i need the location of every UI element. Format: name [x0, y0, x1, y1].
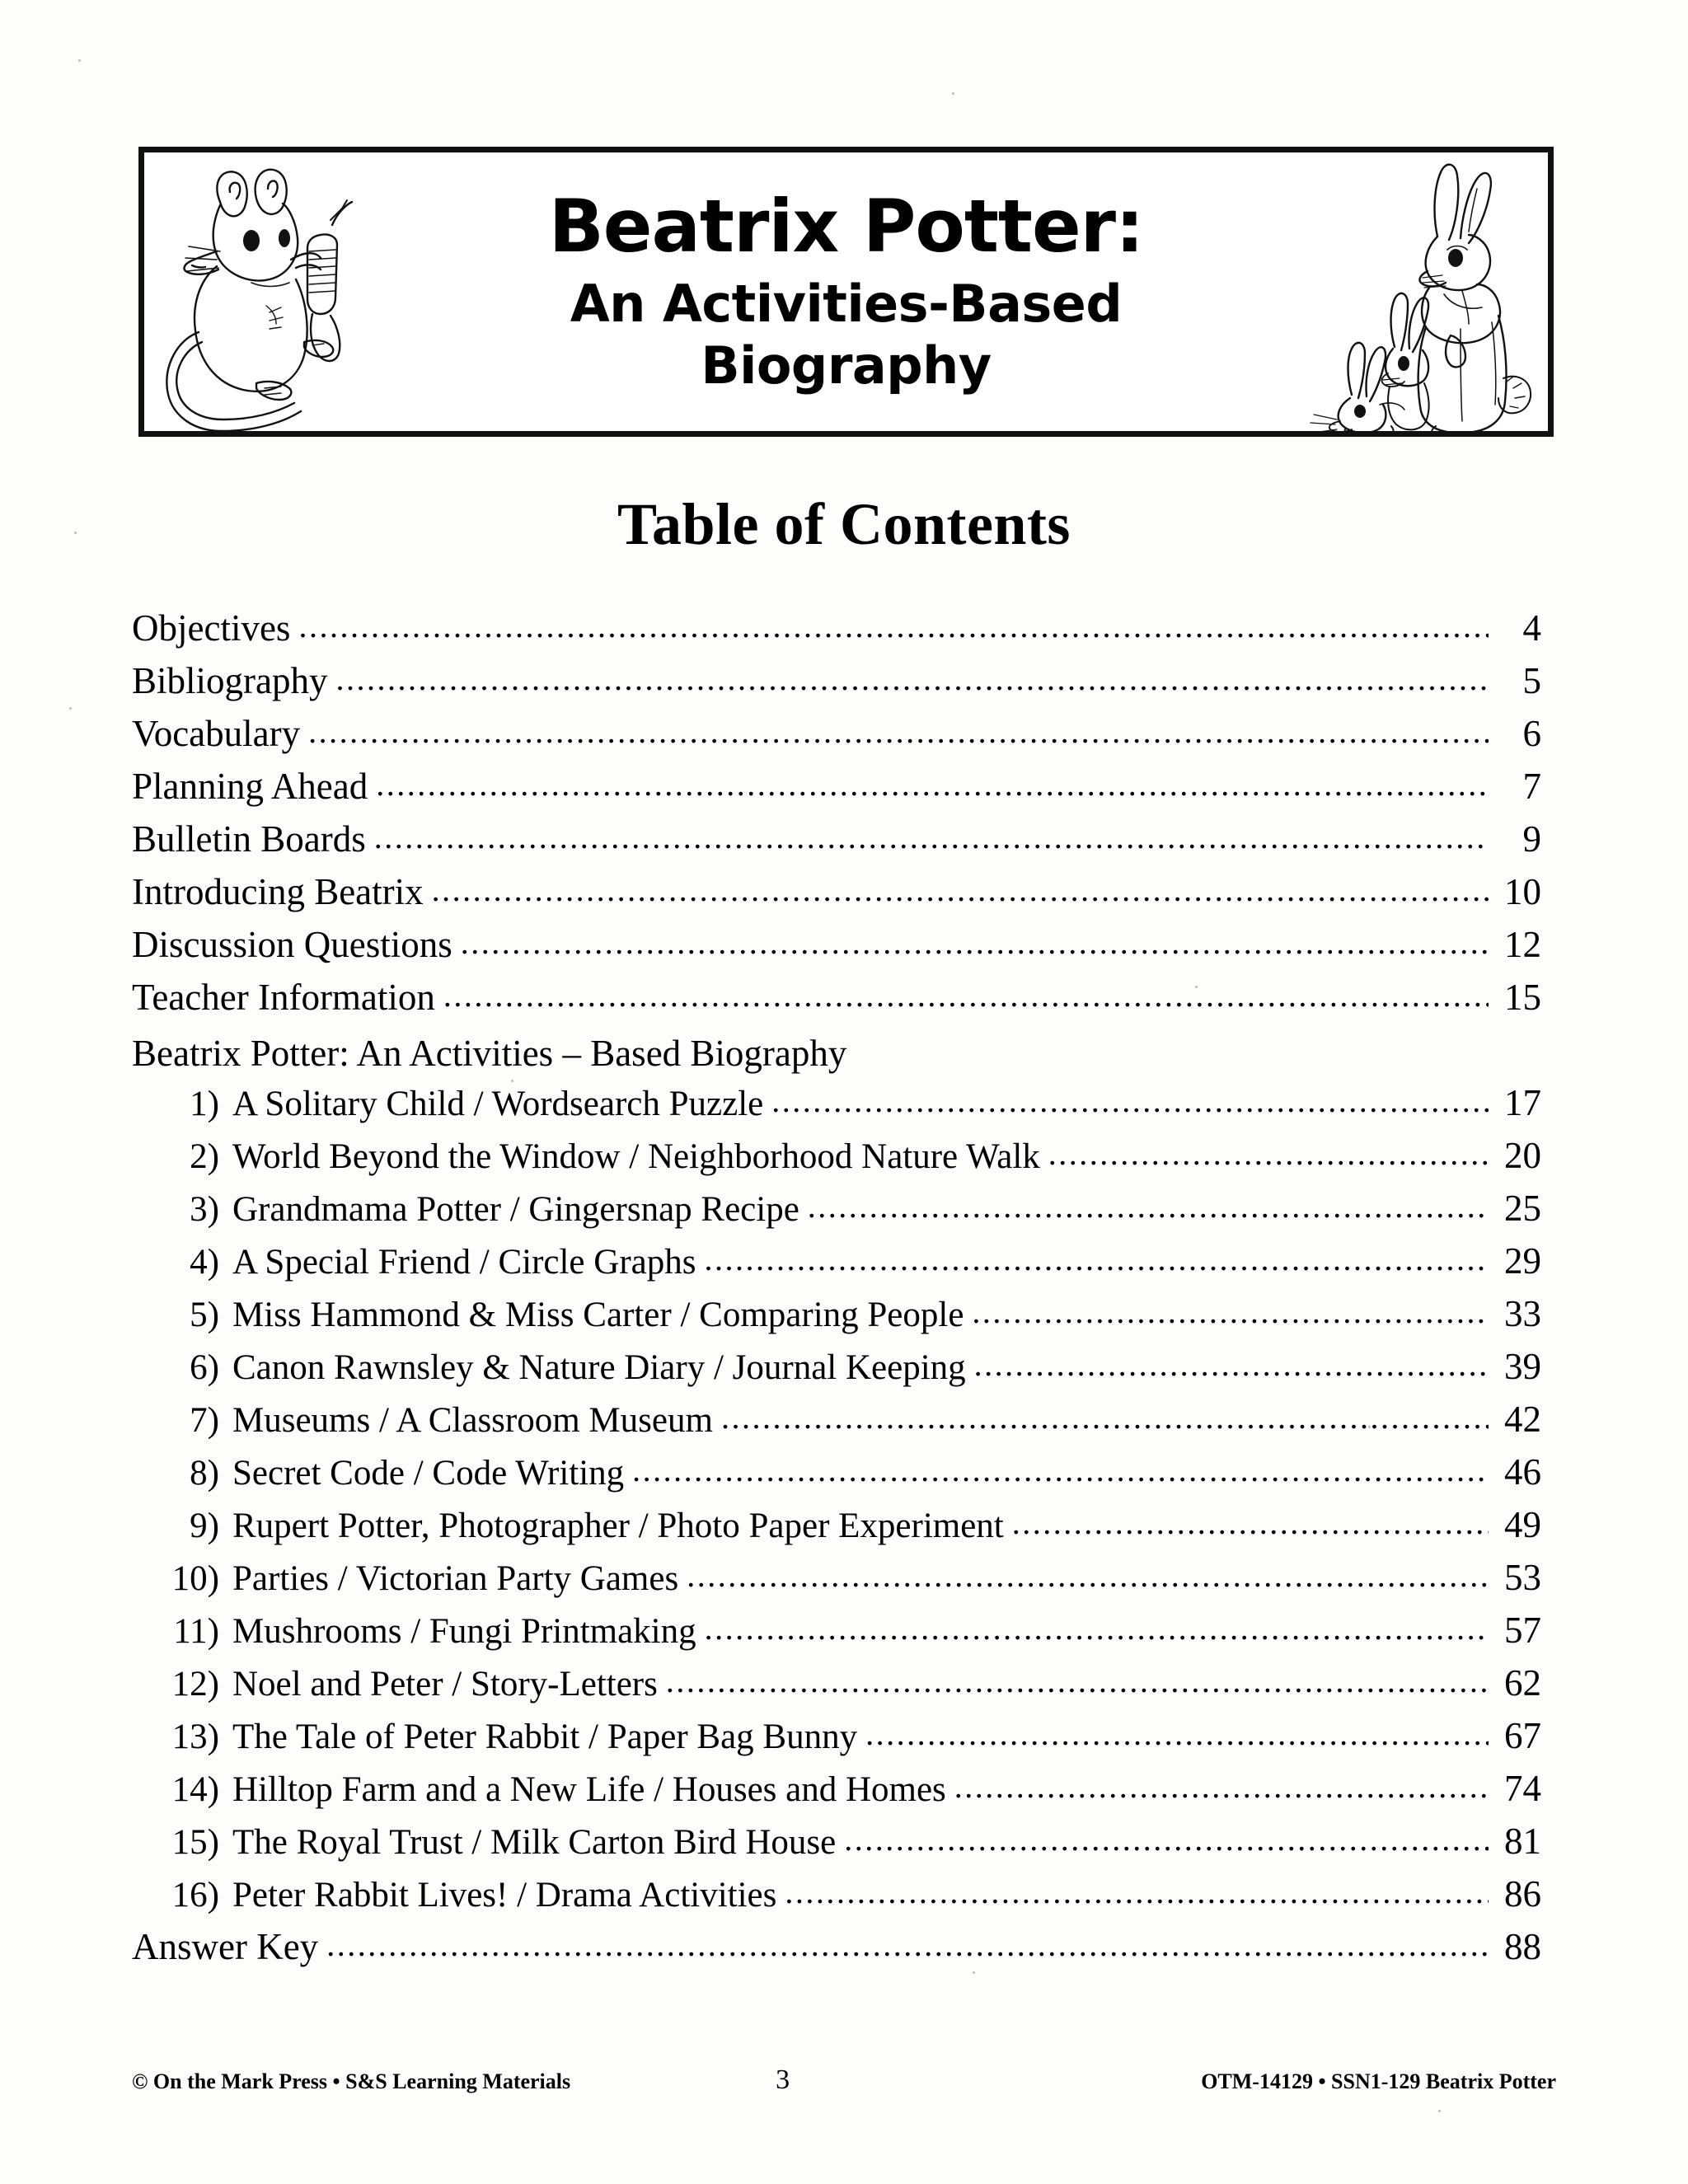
toc-chapter-entry[interactable] — [132, 1451, 1541, 1507]
scan-speckle — [1368, 1426, 1371, 1428]
toc-chapter-number: 4) — [190, 1243, 219, 1282]
toc-chapter-page: 29 — [1504, 1240, 1541, 1282]
toc-chapter-label: The Royal Trust / Milk Carton Bird House — [232, 1823, 837, 1862]
toc-entry[interactable] — [132, 1926, 1541, 1981]
toc-chapter-page: 74 — [1504, 1768, 1541, 1809]
toc-entry[interactable] — [132, 871, 1541, 926]
toc-entry-label: Planning Ahead — [132, 766, 368, 807]
toc-chapter-number: 6) — [190, 1348, 219, 1387]
banner-title-subtitle-line2: Biography — [701, 335, 992, 396]
toc-leader-dots — [844, 1823, 1489, 1856]
toc-chapter-page: 57 — [1504, 1610, 1541, 1651]
toc-chapter-page: 67 — [1504, 1715, 1541, 1756]
toc-entry[interactable] — [132, 818, 1541, 874]
toc-chapter-entry[interactable] — [132, 1823, 1541, 1876]
toc-chapter-number: 14) — [171, 1770, 219, 1809]
toc-leader-dots — [374, 821, 1489, 854]
scan-speckle — [69, 707, 72, 710]
toc-chapter-entry[interactable] — [132, 1190, 1541, 1243]
toc-chapter-number: 5) — [190, 1296, 219, 1334]
toc-entry[interactable] — [132, 979, 1541, 1032]
toc-chapter-number: 8) — [190, 1454, 219, 1493]
toc-entry-page: 10 — [1504, 871, 1541, 912]
footer-copyright: © On the Mark Press • S&S Learning Materials — [132, 2069, 571, 2093]
toc-leader-dots — [954, 1770, 1489, 1803]
table-of-contents-list — [132, 607, 1541, 1981]
toc-chapter-page: 81 — [1504, 1821, 1541, 1862]
toc-leader-dots — [376, 768, 1489, 801]
toc-chapter-page: 39 — [1504, 1346, 1541, 1387]
toc-entry[interactable] — [132, 607, 1541, 663]
toc-entry-page: 4 — [1522, 607, 1541, 649]
toc-chapter-label: Hilltop Farm and a New Life / Houses and Homes — [232, 1770, 946, 1809]
toc-chapter-number: 3) — [190, 1190, 219, 1229]
toc-section-heading — [132, 1032, 1541, 1085]
toc-entry[interactable] — [132, 660, 1541, 715]
toc-leader-dots — [865, 1718, 1489, 1750]
toc-chapter-page: 46 — [1504, 1451, 1541, 1493]
toc-chapter-entry[interactable] — [132, 1137, 1541, 1190]
toc-section-heading-label: Beatrix Potter: An Activities – Based Biography — [132, 1033, 847, 1074]
toc-entry-label: Discussion Questions — [132, 924, 452, 965]
toc-chapter-label: The Tale of Peter Rabbit / Paper Bag Bunny — [232, 1718, 858, 1756]
toc-leader-dots — [974, 1348, 1489, 1381]
toc-chapter-entry[interactable] — [132, 1715, 1541, 1770]
scan-speckle — [1438, 2110, 1441, 2112]
toc-chapter-number: 7) — [190, 1401, 219, 1440]
toc-chapter-label: World Beyond the Window / Neighborhood Nature Walk — [232, 1137, 1040, 1176]
toc-chapter-entry[interactable] — [132, 1612, 1541, 1665]
toc-entry-label: Bibliography — [132, 660, 328, 701]
footer-product-code: OTM-14129 • SSN1-129 Beatrix Potter — [1201, 2069, 1556, 2093]
toc-entry-label: Teacher Information — [132, 977, 435, 1018]
banner-title-main: Beatrix Potter: — [548, 184, 1144, 269]
toc-chapter-label: Canon Rawnsley & Nature Diary / Journal Keeping — [232, 1348, 966, 1387]
scan-speckle — [1195, 986, 1198, 988]
toc-chapter-entry[interactable] — [132, 1082, 1541, 1137]
scan-speckle — [952, 92, 954, 95]
toc-chapter-page: 49 — [1504, 1504, 1541, 1545]
toc-chapter-label: Parties / Victorian Party Games — [232, 1559, 679, 1598]
toc-entry-page: 15 — [1504, 977, 1541, 1018]
toc-leader-dots — [972, 1296, 1489, 1329]
toc-entry-label: Bulletin Boards — [132, 818, 366, 860]
toc-chapter-page: 86 — [1504, 1873, 1541, 1915]
page-title: Table of Contents — [617, 491, 1071, 557]
toc-chapter-label: Mushrooms / Fungi Printmaking — [232, 1612, 696, 1651]
toc-leader-dots — [721, 1401, 1489, 1434]
toc-chapter-entry[interactable] — [132, 1662, 1541, 1718]
toc-chapter-page: 42 — [1504, 1399, 1541, 1440]
toc-chapter-number: 12) — [171, 1665, 219, 1704]
toc-leader-dots — [771, 1085, 1489, 1118]
toc-chapter-page: 20 — [1504, 1135, 1541, 1176]
toc-chapter-entry[interactable] — [132, 1770, 1541, 1823]
toc-leader-dots — [432, 874, 1489, 907]
toc-chapter-number: 15) — [171, 1823, 219, 1862]
toc-leader-dots — [1048, 1137, 1489, 1170]
toc-leader-dots — [461, 926, 1489, 959]
toc-chapter-label: Secret Code / Code Writing — [232, 1454, 625, 1493]
toc-leader-dots — [335, 663, 1489, 696]
toc-leader-dots — [1012, 1507, 1489, 1540]
mouse-with-stocking-illustration — [159, 159, 382, 434]
scan-speckle — [973, 1971, 975, 1974]
toc-entry-page: 5 — [1522, 660, 1541, 701]
toc-chapter-page: 17 — [1504, 1082, 1541, 1123]
toc-entry-label: Answer Key — [132, 1926, 319, 1967]
toc-entry-label: Vocabulary — [132, 713, 301, 754]
toc-entry[interactable] — [132, 768, 1541, 821]
toc-chapter-entry[interactable] — [132, 1348, 1541, 1401]
toc-chapter-label: Noel and Peter / Story-Letters — [232, 1665, 658, 1704]
toc-chapter-label: Museums / A Classroom Museum — [232, 1401, 713, 1440]
toc-chapter-number: 13) — [171, 1718, 219, 1756]
page-footer — [132, 2064, 1556, 2096]
toc-chapter-label: Peter Rabbit Lives! / Drama Activities — [232, 1876, 777, 1915]
toc-entry[interactable] — [132, 715, 1541, 768]
toc-leader-dots — [632, 1454, 1489, 1487]
toc-leader-dots — [808, 1190, 1489, 1223]
toc-chapter-label: A Solitary Child / Wordsearch Puzzle — [232, 1085, 764, 1123]
toc-chapter-number: 1) — [190, 1085, 219, 1123]
toc-leader-dots — [326, 1929, 1489, 1961]
toc-chapter-label: A Special Friend / Circle Graphs — [232, 1243, 696, 1282]
toc-chapter-number: 9) — [190, 1507, 219, 1545]
toc-chapter-label: Miss Hammond & Miss Carter / Comparing People — [232, 1296, 964, 1334]
toc-leader-dots — [308, 715, 1489, 748]
toc-chapter-number: 11) — [173, 1612, 219, 1651]
banner-title-subtitle-line1: An Activities-Based — [570, 273, 1123, 334]
rabbit-family-illustration — [1297, 157, 1536, 434]
footer-page-number: 3 — [776, 2064, 790, 2095]
toc-entry-page: 12 — [1504, 924, 1541, 965]
toc-chapter-page: 33 — [1504, 1293, 1541, 1334]
toc-chapter-entry[interactable] — [132, 1559, 1541, 1612]
toc-entry-label: Introducing Beatrix — [132, 871, 424, 912]
toc-leader-dots — [705, 1612, 1489, 1645]
toc-chapter-entry[interactable] — [132, 1504, 1541, 1559]
toc-leader-dots — [666, 1665, 1489, 1698]
toc-chapter-page: 53 — [1504, 1557, 1541, 1598]
toc-chapter-number: 16) — [171, 1876, 219, 1915]
toc-chapter-entry[interactable] — [132, 1873, 1541, 1929]
title-banner — [138, 147, 1554, 437]
toc-chapter-entry[interactable] — [132, 1293, 1541, 1348]
scan-speckle — [78, 59, 81, 62]
toc-chapter-page: 25 — [1504, 1188, 1541, 1229]
toc-leader-dots — [298, 610, 1489, 643]
toc-chapter-entry[interactable] — [132, 1240, 1541, 1296]
toc-entry-page: 6 — [1522, 713, 1541, 754]
toc-chapter-number: 10) — [171, 1559, 219, 1598]
toc-chapter-entry[interactable] — [132, 1401, 1541, 1454]
toc-leader-dots — [687, 1559, 1489, 1592]
toc-leader-dots — [443, 979, 1489, 1012]
toc-entry-label: Objectives — [132, 607, 291, 649]
toc-entry[interactable] — [132, 926, 1541, 979]
toc-leader-dots — [785, 1876, 1489, 1909]
toc-chapter-label: Rupert Potter, Photographer / Photo Paper Experiment — [232, 1507, 1004, 1545]
toc-chapter-number: 2) — [190, 1137, 219, 1176]
toc-chapter-label: Grandmama Potter / Gingersnap Recipe — [232, 1190, 799, 1229]
scan-speckle — [74, 532, 77, 534]
toc-entry-page: 88 — [1504, 1926, 1541, 1967]
toc-leader-dots — [704, 1243, 1489, 1276]
toc-entry-page: 9 — [1522, 818, 1541, 860]
toc-chapter-page: 62 — [1504, 1662, 1541, 1704]
scan-speckle — [511, 1080, 513, 1082]
toc-entry-page: 7 — [1522, 766, 1541, 807]
